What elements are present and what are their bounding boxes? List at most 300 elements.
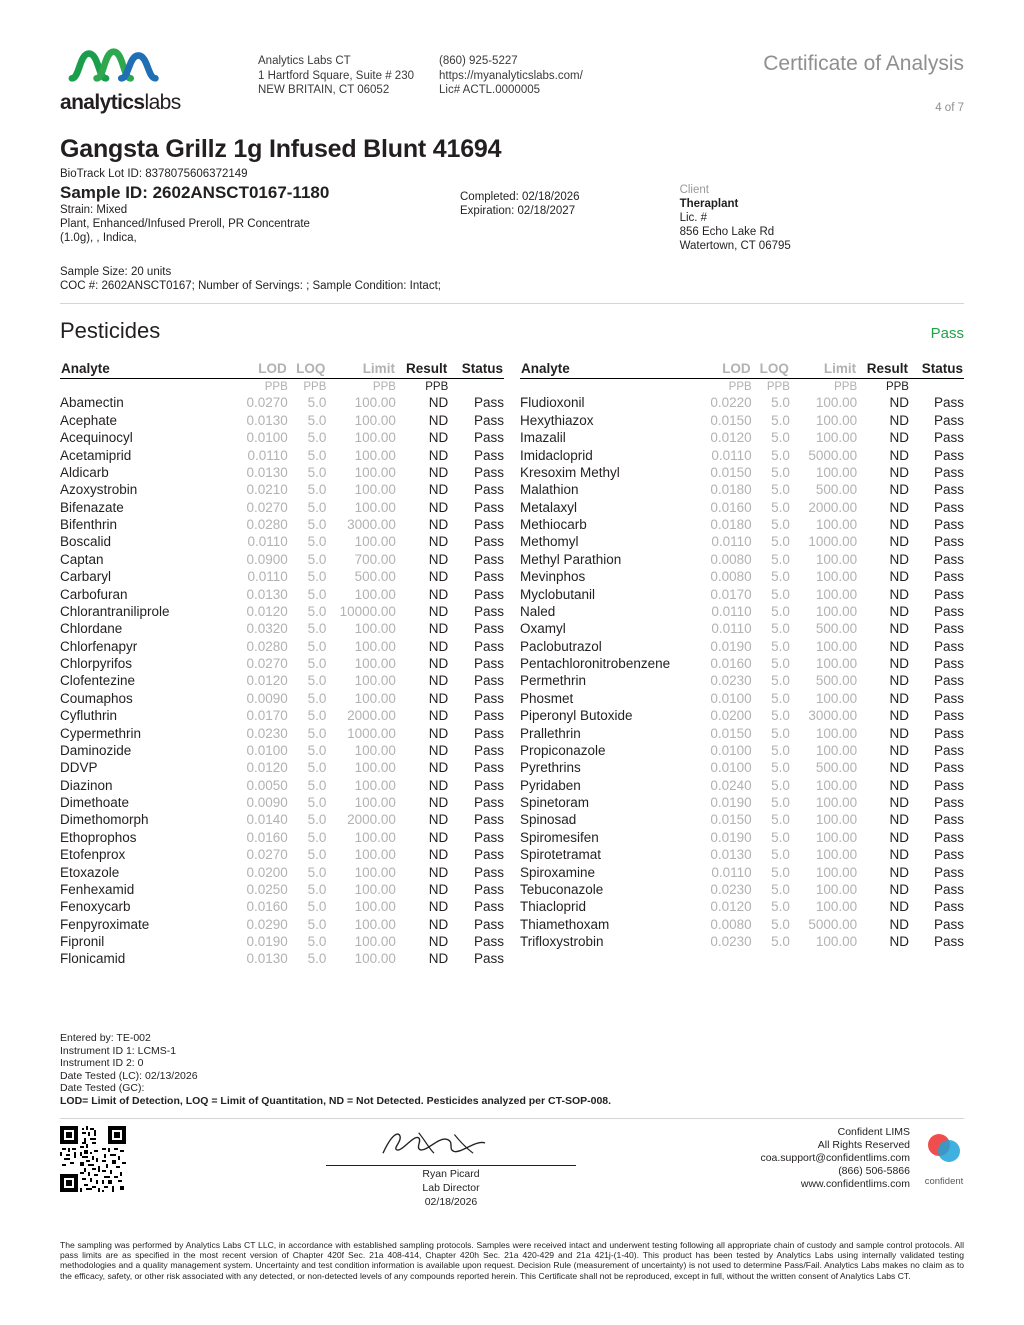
limit-value: 100.00 xyxy=(354,534,396,550)
result-value: ND xyxy=(428,656,449,671)
col-result: Result xyxy=(857,360,909,379)
lod-value: 0.0080 xyxy=(710,551,752,567)
analyte-name: Bifenthrin xyxy=(60,517,118,532)
lod-value: 0.0100 xyxy=(710,690,752,706)
client-address-2: Watertown, CT 06795 xyxy=(679,240,791,252)
loq-value: 5.0 xyxy=(307,551,327,567)
status-value: Pass xyxy=(473,951,504,967)
col-loq: LOQ xyxy=(752,360,790,379)
loq-value: 5.0 xyxy=(771,534,790,550)
signature-date: 02/18/2026 xyxy=(424,1196,478,1208)
limit-value: 100.00 xyxy=(354,742,396,758)
table-row xyxy=(60,950,504,967)
lod-value: 0.0130 xyxy=(246,586,288,602)
lod-value: 0.0110 xyxy=(247,569,288,585)
loq-value: 5.0 xyxy=(771,742,790,758)
unit-result: PPB xyxy=(885,381,909,393)
analyte-name: Clofentezine xyxy=(60,673,136,689)
analyte-name: Methomyl xyxy=(520,534,579,550)
status-value: Pass xyxy=(473,638,504,654)
limit-value: 100.00 xyxy=(354,673,396,689)
limit-value: 100.00 xyxy=(815,690,858,706)
result-value: ND xyxy=(428,847,449,863)
lims-name: Confident LIMS xyxy=(837,1126,910,1138)
pesticides-tables xyxy=(60,360,964,968)
status-value: Pass xyxy=(473,430,504,446)
analyte-name: Oxamyl xyxy=(520,621,566,637)
status-value: Pass xyxy=(473,551,504,567)
lod-value: 0.0080 xyxy=(710,916,752,932)
table-row xyxy=(520,742,964,759)
definitions-note: LOD= Limit of Detection, LOQ = Limit of Quantitation, ND = Not Detected. Pesticides analyzed per CT-SOP-008. xyxy=(60,1094,612,1107)
analyte-name: Chlorantraniliprole xyxy=(60,603,170,619)
table-row xyxy=(520,846,964,863)
status-value: Pass xyxy=(933,464,964,480)
limit-value: 100.00 xyxy=(815,725,858,741)
pesticides-table-right xyxy=(520,360,964,968)
result-value: ND xyxy=(428,603,449,619)
result-value: ND xyxy=(889,916,909,932)
qr-code-icon[interactable] xyxy=(60,1126,126,1192)
table-row xyxy=(60,446,504,463)
limit-value: 3000.00 xyxy=(347,517,396,532)
lod-value: 0.0320 xyxy=(246,621,288,637)
analyte-name: Fenhexamid xyxy=(60,881,135,897)
table-row xyxy=(60,863,504,880)
logo-wordmark xyxy=(60,91,230,115)
result-value: ND xyxy=(428,638,449,654)
col-lod: LOD xyxy=(229,360,288,379)
method-footnotes xyxy=(60,1032,611,1108)
loq-value: 5.0 xyxy=(307,447,327,463)
limit-value: 100.00 xyxy=(354,638,396,654)
result-value: ND xyxy=(889,569,909,585)
analyte-name: Prallethrin xyxy=(520,725,581,741)
loq-value: 5.0 xyxy=(307,656,327,671)
analyte-name: Pyrethrins xyxy=(520,760,581,776)
result-value: ND xyxy=(428,430,449,446)
analyte-name: Carbaryl xyxy=(60,569,112,585)
limit-value: 100.00 xyxy=(354,690,396,706)
lod-value: 0.0140 xyxy=(246,812,288,828)
result-value: ND xyxy=(428,395,449,411)
result-value: ND xyxy=(428,464,449,480)
status-value: Pass xyxy=(933,829,964,845)
sample-dates xyxy=(460,183,580,253)
limit-value: 100.00 xyxy=(815,795,858,810)
signature-image xyxy=(366,1126,536,1160)
loq-value: 5.0 xyxy=(771,569,790,585)
analyte-name: Boscalid xyxy=(60,534,112,550)
status-value: Pass xyxy=(933,812,964,828)
lod-value: 0.0220 xyxy=(710,395,752,411)
result-value: ND xyxy=(889,847,909,863)
status-value: Pass xyxy=(933,708,964,724)
date-tested-gc: Date Tested (GC): xyxy=(60,1082,145,1095)
status-value: Pass xyxy=(933,916,964,932)
result-value: ND xyxy=(428,673,449,689)
table-row xyxy=(60,846,504,863)
lod-value: 0.0200 xyxy=(710,708,752,724)
status-value: Pass xyxy=(933,534,964,550)
table-row xyxy=(60,585,504,602)
table-header-row xyxy=(60,360,504,379)
table-row xyxy=(60,881,504,898)
table-row xyxy=(60,516,504,533)
table-row xyxy=(520,516,964,533)
unit-loq: PPB xyxy=(303,381,327,393)
limit-value: 2000.00 xyxy=(347,812,396,828)
status-value: Pass xyxy=(933,517,964,532)
loq-value: 5.0 xyxy=(307,795,327,810)
lod-value: 0.0100 xyxy=(710,760,752,776)
limit-value: 500.00 xyxy=(815,621,858,637)
result-value: ND xyxy=(428,795,449,810)
status-value: Pass xyxy=(473,412,504,428)
analyte-name: Malathion xyxy=(520,482,579,498)
lod-value: 0.0120 xyxy=(246,673,288,689)
table-row xyxy=(520,637,964,654)
loq-value: 5.0 xyxy=(307,690,327,706)
loq-value: 5.0 xyxy=(307,881,327,897)
table-row xyxy=(520,446,964,463)
col-lod: LOD xyxy=(694,360,752,379)
limit-value: 100.00 xyxy=(815,847,858,863)
loq-value: 5.0 xyxy=(307,760,327,776)
table-row xyxy=(60,533,504,550)
loq-value: 5.0 xyxy=(307,742,327,758)
table-units-row xyxy=(520,379,964,395)
status-value: Pass xyxy=(933,690,964,706)
loq-value: 5.0 xyxy=(771,881,790,897)
loq-value: 5.0 xyxy=(307,899,327,915)
loq-value: 5.0 xyxy=(307,621,327,637)
table-row xyxy=(520,620,964,637)
sample-matrix-line-2: (1.0g), , Indica, xyxy=(60,232,137,244)
table-row xyxy=(520,481,964,498)
analyte-name: Fenpyroximate xyxy=(60,916,150,932)
table-row xyxy=(520,655,964,672)
result-value: ND xyxy=(889,777,909,793)
analyte-name: Etoxazole xyxy=(60,864,120,880)
loq-value: 5.0 xyxy=(771,482,790,498)
result-value: ND xyxy=(428,569,449,585)
result-value: ND xyxy=(428,551,449,567)
status-value: Pass xyxy=(473,395,504,411)
lod-value: 0.0270 xyxy=(246,395,288,411)
loq-value: 5.0 xyxy=(307,412,327,428)
analyte-name: Fenoxycarb xyxy=(60,899,131,915)
status-value: Pass xyxy=(473,569,504,585)
table-row xyxy=(60,481,504,498)
table-row xyxy=(60,776,504,793)
analyte-name: Captan xyxy=(60,551,104,567)
header-divider xyxy=(60,303,964,304)
loq-value: 5.0 xyxy=(771,864,790,880)
lod-value: 0.0160 xyxy=(246,829,288,845)
loq-value: 5.0 xyxy=(771,847,790,863)
analyte-name: Methyl Parathion xyxy=(520,551,622,567)
status-value: Pass xyxy=(933,864,964,880)
loq-value: 5.0 xyxy=(771,795,790,810)
lod-value: 0.0150 xyxy=(710,464,752,480)
limit-value: 1000.00 xyxy=(347,725,396,741)
lab-address-block xyxy=(258,46,433,98)
lod-value: 0.0120 xyxy=(710,899,752,915)
table-row xyxy=(520,394,964,411)
result-value: ND xyxy=(889,812,909,828)
date-tested-lc: Date Tested (LC): 02/13/2026 xyxy=(60,1069,198,1082)
lims-email[interactable]: coa.support@confidentlims.com xyxy=(760,1152,910,1164)
table-row xyxy=(60,933,504,950)
table-row xyxy=(520,672,964,689)
analyte-name: Paclobutrazol xyxy=(520,638,602,654)
result-value: ND xyxy=(428,621,449,637)
status-value: Pass xyxy=(933,795,964,810)
status-value: Pass xyxy=(473,881,504,897)
status-value: Pass xyxy=(933,569,964,585)
limit-value: 100.00 xyxy=(815,395,858,411)
sample-strain: Strain: Mixed xyxy=(60,204,128,216)
analyte-name: Permethrin xyxy=(520,673,587,689)
status-value: Pass xyxy=(473,899,504,915)
result-value: ND xyxy=(428,447,449,463)
limit-value: 100.00 xyxy=(354,482,396,498)
table-row xyxy=(520,829,964,846)
limit-value: 500.00 xyxy=(815,482,858,498)
status-value: Pass xyxy=(473,534,504,550)
sample-matrix-line-1: Plant, Enhanced/Infused Preroll, PR Concentrate xyxy=(60,218,310,230)
loq-value: 5.0 xyxy=(771,412,790,428)
limit-value: 100.00 xyxy=(354,412,396,428)
result-value: ND xyxy=(428,864,449,880)
table-row xyxy=(520,759,964,776)
table-row xyxy=(520,498,964,515)
lod-value: 0.0120 xyxy=(710,430,752,446)
pesticides-table-left xyxy=(60,360,504,968)
table-row xyxy=(60,655,504,672)
limit-value: 100.00 xyxy=(815,464,858,480)
result-value: ND xyxy=(889,621,909,637)
result-value: ND xyxy=(428,812,449,828)
logo-word-labs: labs xyxy=(144,91,181,114)
limit-value: 100.00 xyxy=(354,621,396,637)
sample-coc: COC #: 2602ANSCT0167; Number of Servings: ; Sample Condition: Intact; xyxy=(60,280,441,292)
table-row xyxy=(520,551,964,568)
limit-value: 100.00 xyxy=(815,586,858,602)
client-block xyxy=(680,183,791,253)
logo-word-analytics: analytics xyxy=(60,91,145,114)
status-value: Pass xyxy=(473,725,504,741)
limit-value: 100.00 xyxy=(815,412,858,428)
lod-value: 0.0280 xyxy=(246,638,288,654)
limit-value: 3000.00 xyxy=(808,708,858,724)
table-row xyxy=(60,672,504,689)
loq-value: 5.0 xyxy=(307,395,327,411)
lod-value: 0.0110 xyxy=(711,621,752,637)
lab-contact-block xyxy=(439,46,639,98)
table-row xyxy=(60,603,504,620)
status-value: Pass xyxy=(933,673,964,689)
analyte-name: Spinetoram xyxy=(520,795,590,810)
lims-website[interactable]: www.confidentlims.com xyxy=(800,1178,910,1190)
analyte-name: Trifloxystrobin xyxy=(520,934,604,949)
lod-value: 0.0110 xyxy=(247,534,288,550)
status-value: Pass xyxy=(933,760,964,776)
lab-address-1: 1 Hartford Square, Suite # 230 xyxy=(258,69,414,82)
lims-rights: All Rights Reserved xyxy=(817,1139,910,1151)
status-value: Pass xyxy=(473,517,504,532)
unit-lod: PPB xyxy=(728,381,752,393)
analyte-name: Thiamethoxam xyxy=(520,916,610,932)
result-value: ND xyxy=(889,551,909,567)
limit-value: 700.00 xyxy=(354,551,396,567)
analyte-name: Spiromesifen xyxy=(520,829,599,845)
signature-line xyxy=(326,1165,576,1166)
result-value: ND xyxy=(889,534,909,550)
lod-value: 0.0150 xyxy=(710,412,752,428)
analyte-name: Naled xyxy=(520,603,556,619)
result-value: ND xyxy=(428,586,449,602)
limit-value: 100.00 xyxy=(354,934,396,949)
table-row xyxy=(520,724,964,741)
status-value: Pass xyxy=(473,934,504,949)
limit-value: 5000.00 xyxy=(808,447,858,463)
analyte-name: Azoxystrobin xyxy=(60,482,138,498)
status-value: Pass xyxy=(473,447,504,463)
loq-value: 5.0 xyxy=(771,708,790,724)
unit-limit: PPB xyxy=(372,381,396,393)
loq-value: 5.0 xyxy=(307,603,327,619)
loq-value: 5.0 xyxy=(307,812,327,828)
lod-value: 0.0100 xyxy=(246,430,288,446)
result-value: ND xyxy=(428,708,449,724)
status-value: Pass xyxy=(473,690,504,706)
analyte-name: Coumaphos xyxy=(60,690,133,706)
section-title: Pesticides xyxy=(60,318,161,343)
analyte-name: Cyfluthrin xyxy=(60,708,118,724)
unit-analyte xyxy=(60,379,229,395)
client-label: Client xyxy=(679,184,709,196)
lod-value: 0.0190 xyxy=(710,795,752,810)
col-loq: LOQ xyxy=(288,360,327,379)
sample-meta xyxy=(60,265,964,293)
table-row xyxy=(60,742,504,759)
status-value: Pass xyxy=(933,621,964,637)
result-value: ND xyxy=(889,742,909,758)
limit-value: 100.00 xyxy=(815,638,858,654)
status-value: Pass xyxy=(473,464,504,480)
loq-value: 5.0 xyxy=(307,777,327,793)
result-value: ND xyxy=(889,864,909,880)
signature-block xyxy=(326,1126,576,1208)
limit-value: 100.00 xyxy=(815,899,858,915)
analyte-name: Dimethoate xyxy=(60,795,130,810)
loq-value: 5.0 xyxy=(307,534,327,550)
limit-value: 100.00 xyxy=(354,829,396,845)
client-name: Theraplant xyxy=(679,198,739,210)
analyte-name: Acephate xyxy=(60,412,118,428)
limit-value: 100.00 xyxy=(815,656,858,671)
lod-value: 0.0090 xyxy=(246,795,288,810)
table-row xyxy=(520,533,964,550)
analyte-name: Flonicamid xyxy=(60,951,126,967)
sample-info-left xyxy=(60,183,460,253)
limit-value: 100.00 xyxy=(815,569,858,585)
lab-name: Analytics Labs CT xyxy=(258,55,351,67)
lod-value: 0.0230 xyxy=(710,881,752,897)
table-row xyxy=(520,603,964,620)
result-value: ND xyxy=(889,656,909,671)
result-value: ND xyxy=(889,482,909,498)
lod-value: 0.0120 xyxy=(246,760,288,776)
status-value: Pass xyxy=(933,638,964,654)
status-value: Pass xyxy=(473,499,504,515)
limit-value: 100.00 xyxy=(354,430,396,446)
limit-value: 100.00 xyxy=(354,864,396,880)
signatory-name: Ryan Picard xyxy=(422,1168,480,1180)
footer-divider xyxy=(60,1118,964,1119)
lod-value: 0.0160 xyxy=(710,656,752,671)
limit-value: 2000.00 xyxy=(808,499,858,515)
loq-value: 5.0 xyxy=(307,934,327,949)
limit-value: 100.00 xyxy=(815,864,858,880)
lod-value: 0.0240 xyxy=(710,777,752,793)
result-value: ND xyxy=(889,795,909,810)
table-row xyxy=(520,933,964,950)
limit-value: 100.00 xyxy=(815,829,858,845)
col-result: Result xyxy=(396,360,448,379)
loq-value: 5.0 xyxy=(307,951,327,967)
status-value: Pass xyxy=(933,447,964,463)
limit-value: 100.00 xyxy=(354,777,396,793)
limit-value: 100.00 xyxy=(354,881,396,897)
page-footer xyxy=(60,1126,964,1208)
analyte-name: Chlordane xyxy=(60,621,123,637)
lod-value: 0.0290 xyxy=(246,916,288,932)
results-table-right xyxy=(520,360,964,950)
analyte-name: Fipronil xyxy=(60,934,105,949)
status-value: Pass xyxy=(473,777,504,793)
result-value: ND xyxy=(889,464,909,480)
loq-value: 5.0 xyxy=(307,464,327,480)
col-analyte: Analyte xyxy=(520,360,694,379)
lod-value: 0.0160 xyxy=(246,899,288,915)
analyte-name: Spinosad xyxy=(520,812,577,828)
confident-wordmark: confident xyxy=(924,1176,964,1187)
limit-value: 100.00 xyxy=(354,447,396,463)
loq-value: 5.0 xyxy=(771,934,790,949)
col-analyte: Analyte xyxy=(60,360,229,379)
limit-value: 100.00 xyxy=(815,881,858,897)
lod-value: 0.0190 xyxy=(710,829,752,845)
table-row xyxy=(60,690,504,707)
biotrack-lot-id: BioTrack Lot ID: 8378075606372149 xyxy=(60,168,248,180)
page-title: Gangsta Grillz 1g Infused Blunt 41694 xyxy=(60,135,502,163)
lod-value: 0.0130 xyxy=(246,412,288,428)
status-value: Pass xyxy=(933,499,964,515)
lod-value: 0.0050 xyxy=(246,777,288,793)
result-value: ND xyxy=(889,881,909,897)
table-row xyxy=(60,707,504,724)
loq-value: 5.0 xyxy=(771,638,790,654)
lab-website[interactable]: https://myanalyticslabs.com/ xyxy=(439,69,583,82)
lod-value: 0.0120 xyxy=(246,603,288,619)
limit-value: 100.00 xyxy=(354,464,396,480)
analyte-name: Phosmet xyxy=(520,690,574,706)
analyte-name: Chlorpyrifos xyxy=(60,656,133,671)
table-row xyxy=(520,915,964,932)
